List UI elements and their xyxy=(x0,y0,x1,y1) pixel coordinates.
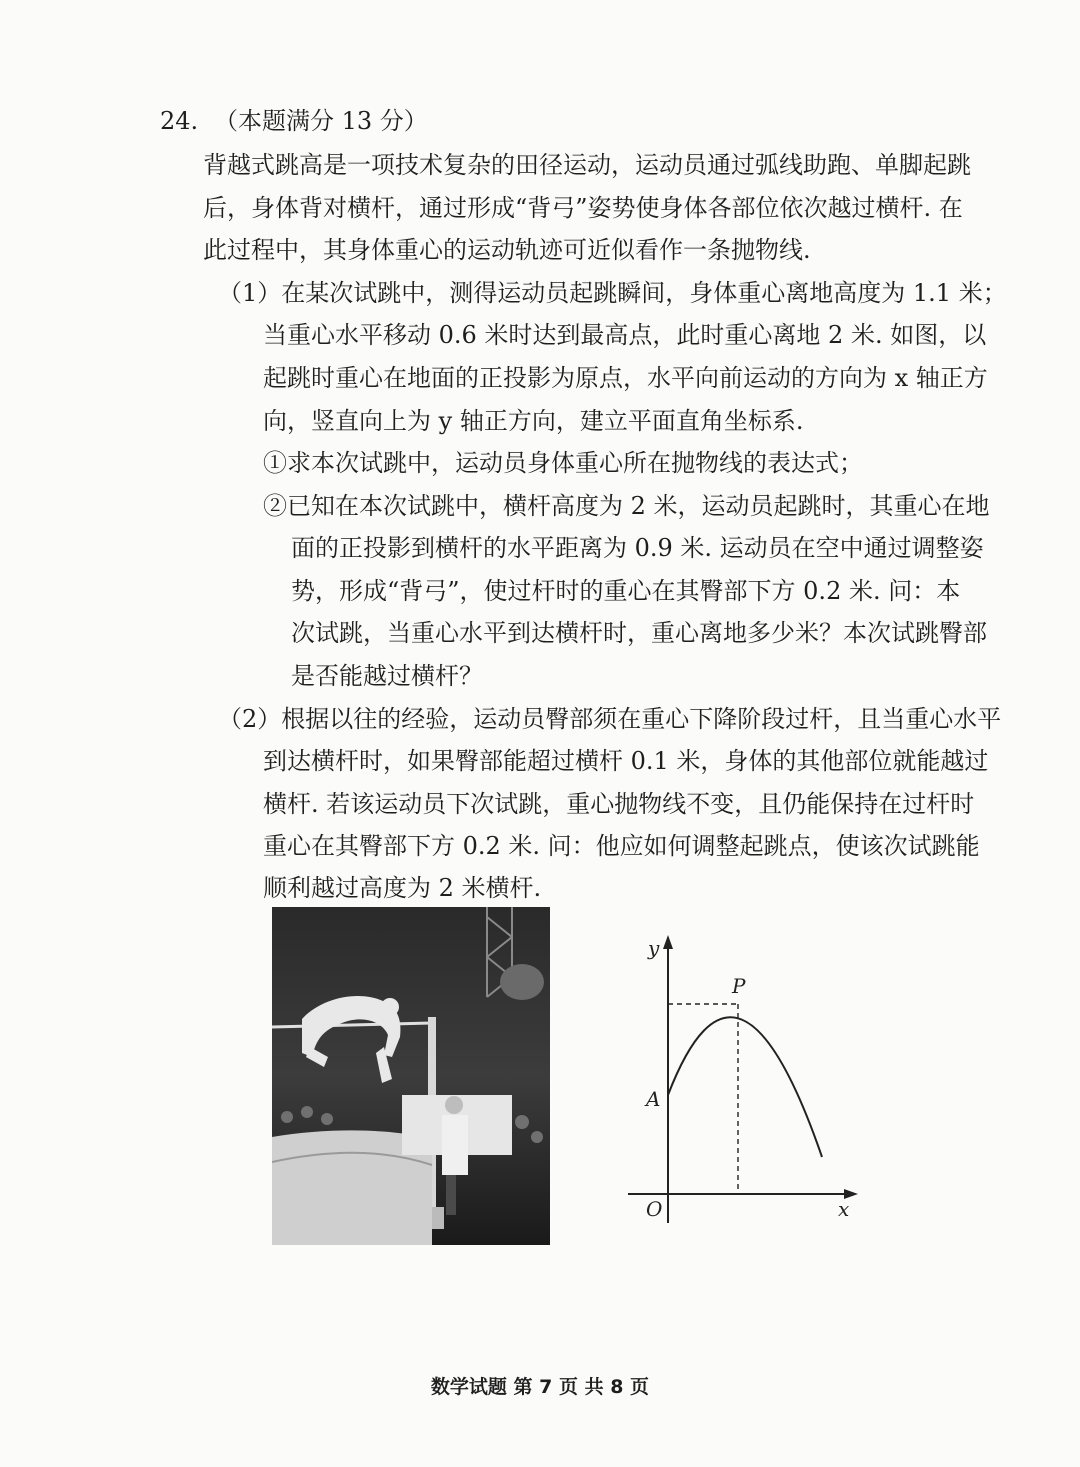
parabola-curve xyxy=(668,1017,822,1157)
part1-line-9: 次试跳，当重心水平到达横杆时，重心离地多少米？本次试跳臀部 xyxy=(291,619,987,647)
y-axis-label: y xyxy=(648,936,660,960)
part1-line-2: 当重心水平移动 0.6 米时达到最高点，此时重心离地 2 米. 如图，以 xyxy=(263,321,987,349)
page-footer: 数学试题 第 7 页 共 8 页 xyxy=(430,1376,650,1398)
part1-line-4: 向，竖直向上为 y 轴正方向，建立平面直角坐标系. xyxy=(263,407,804,435)
part1-line-10: 是否能越过横杆？ xyxy=(291,662,483,690)
part2-line-4: 重心在其臀部下方 0.2 米. 问：他应如何调整起跳点，使该次试跳能 xyxy=(263,832,980,860)
part1-line-7: 面的正投影到横杆的水平距离为 0.9 米. 运动员在空中通过调整姿 xyxy=(291,534,984,562)
part1-line-6: ②已知在本次试跳中，横杆高度为 2 米，运动员起跳时，其重心在地 xyxy=(263,492,990,520)
part1-line-3: 起跳时重心在地面的正投影为原点，水平向前运动的方向为 x 轴正方 xyxy=(263,364,988,392)
intro-line-2: 后，身体背对横杆，通过形成“背弓”姿势使身体各部位依次越过横杆. 在 xyxy=(203,194,963,222)
part2-line-3: 横杆. 若该运动员下次试跳，重心抛物线不变，且仍能保持在过杆时 xyxy=(263,790,975,818)
y-axis-arrow-icon xyxy=(663,935,673,949)
point-p-label: P xyxy=(732,974,746,998)
origin-label: O xyxy=(646,1197,663,1221)
part1-line-5: ①求本次试跳中，运动员身体重心所在抛物线的表达式； xyxy=(263,449,863,477)
parabola-graph xyxy=(620,925,870,1235)
point-a-label: A xyxy=(646,1087,661,1111)
part1-line-8: 势，形成“背弓”，使过杆时的重心在其臀部下方 0.2 米. 问：本 xyxy=(291,577,961,605)
question-number: 24. xyxy=(160,107,199,135)
intro-line-1: 背越式跳高是一项技术复杂的田径运动，运动员通过弧线助跑、单脚起跳 xyxy=(203,151,971,179)
intro-line-3: 此过程中，其身体重心的运动轨迹可近似看作一条抛物线. xyxy=(203,236,811,264)
score-note: （本题满分 13 分） xyxy=(214,107,428,135)
part1-line-1: （1）在某次试跳中，测得运动员起跳瞬间，身体重心离地高度为 1.1 米； xyxy=(218,279,1007,307)
part2-line-2: 到达横杆时，如果臀部能超过横杆 0.1 米，身体的其他部位就能越过 xyxy=(263,747,989,775)
part2-line-1: （2）根据以往的经验，运动员臀部须在重心下降阶段过杆，且当重心水平 xyxy=(218,705,1002,733)
official xyxy=(445,1096,463,1114)
part2-line-5: 顺利越过高度为 2 米横杆. xyxy=(263,874,542,902)
x-axis-label: x xyxy=(838,1197,850,1221)
high-jump-photo xyxy=(272,907,550,1245)
